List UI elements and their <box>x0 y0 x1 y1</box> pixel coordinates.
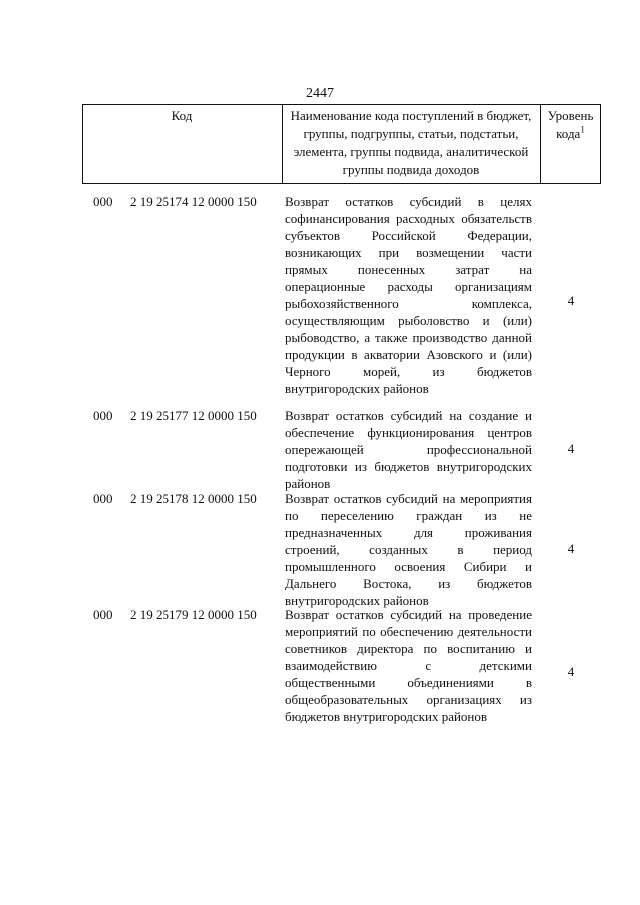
row-level: 4 <box>567 541 575 556</box>
row-group-code: 000 <box>93 607 113 622</box>
row-name: Возврат остатков субсидий на создание и обеспечение функционирования центров опережающей профессиональной подготовки из бюджетов внутригородских районов <box>285 408 532 491</box>
table-header <box>82 104 601 184</box>
row-name: Возврат остатков субсидий на мероприятия по переселению граждан из не предназначенных для проживания строений, созданных в период промышленного освоения Сибири и Дальнего Востока, из бюджетов внутригородских районов <box>285 491 532 608</box>
row-name: Возврат остатков субсидий в целях софинансирования расходных обязательств субъектов Российской Федерации, возникающих при возмещении части прямых понесенных затрат на операционные расходы организациям рыбохозяйственного комплекса, осуществляющим рыболовство и (или) рыбоводство, а также производство данной продукции в акватории Азовского и (или) Черного морей, из бюджетов внутригородских районов <box>285 194 532 396</box>
header-level-label: Уровень кода <box>547 108 594 141</box>
row-group-code: 000 <box>93 408 113 423</box>
row-name: Возврат остатков субсидий на проведение мероприятий по обеспечению деятельности советников директора по воспитанию и взаимодействию с детскими общественными объединениями в общеобразовательных организациях из бюджетов внутригородских районов <box>285 607 532 724</box>
row-income-code: 2 19 25174 12 0000 150 <box>130 194 257 209</box>
row-income-code: 2 19 25177 12 0000 150 <box>130 408 257 423</box>
row-income-code: 2 19 25179 12 0000 150 <box>130 607 257 622</box>
row-level: 4 <box>567 293 575 308</box>
header-bottom-rule <box>82 183 601 184</box>
row-group-code: 000 <box>93 194 113 209</box>
row-level: 4 <box>567 664 575 679</box>
header-level <box>540 107 601 143</box>
header-top-rule <box>82 104 601 105</box>
row-group-code: 000 <box>93 491 113 506</box>
header-level-footnote: 1 <box>580 124 585 135</box>
row-income-code: 2 19 25178 12 0000 150 <box>130 491 257 506</box>
page-number: 2447 <box>306 86 334 101</box>
header-name: Наименование кода поступлений в бюджет, группы, подгруппы, статьи, подстатьи, элемента, группы подвида, аналитической группы подвида доходов <box>290 108 532 177</box>
row-level: 4 <box>567 441 575 456</box>
header-code: Код <box>171 108 193 123</box>
